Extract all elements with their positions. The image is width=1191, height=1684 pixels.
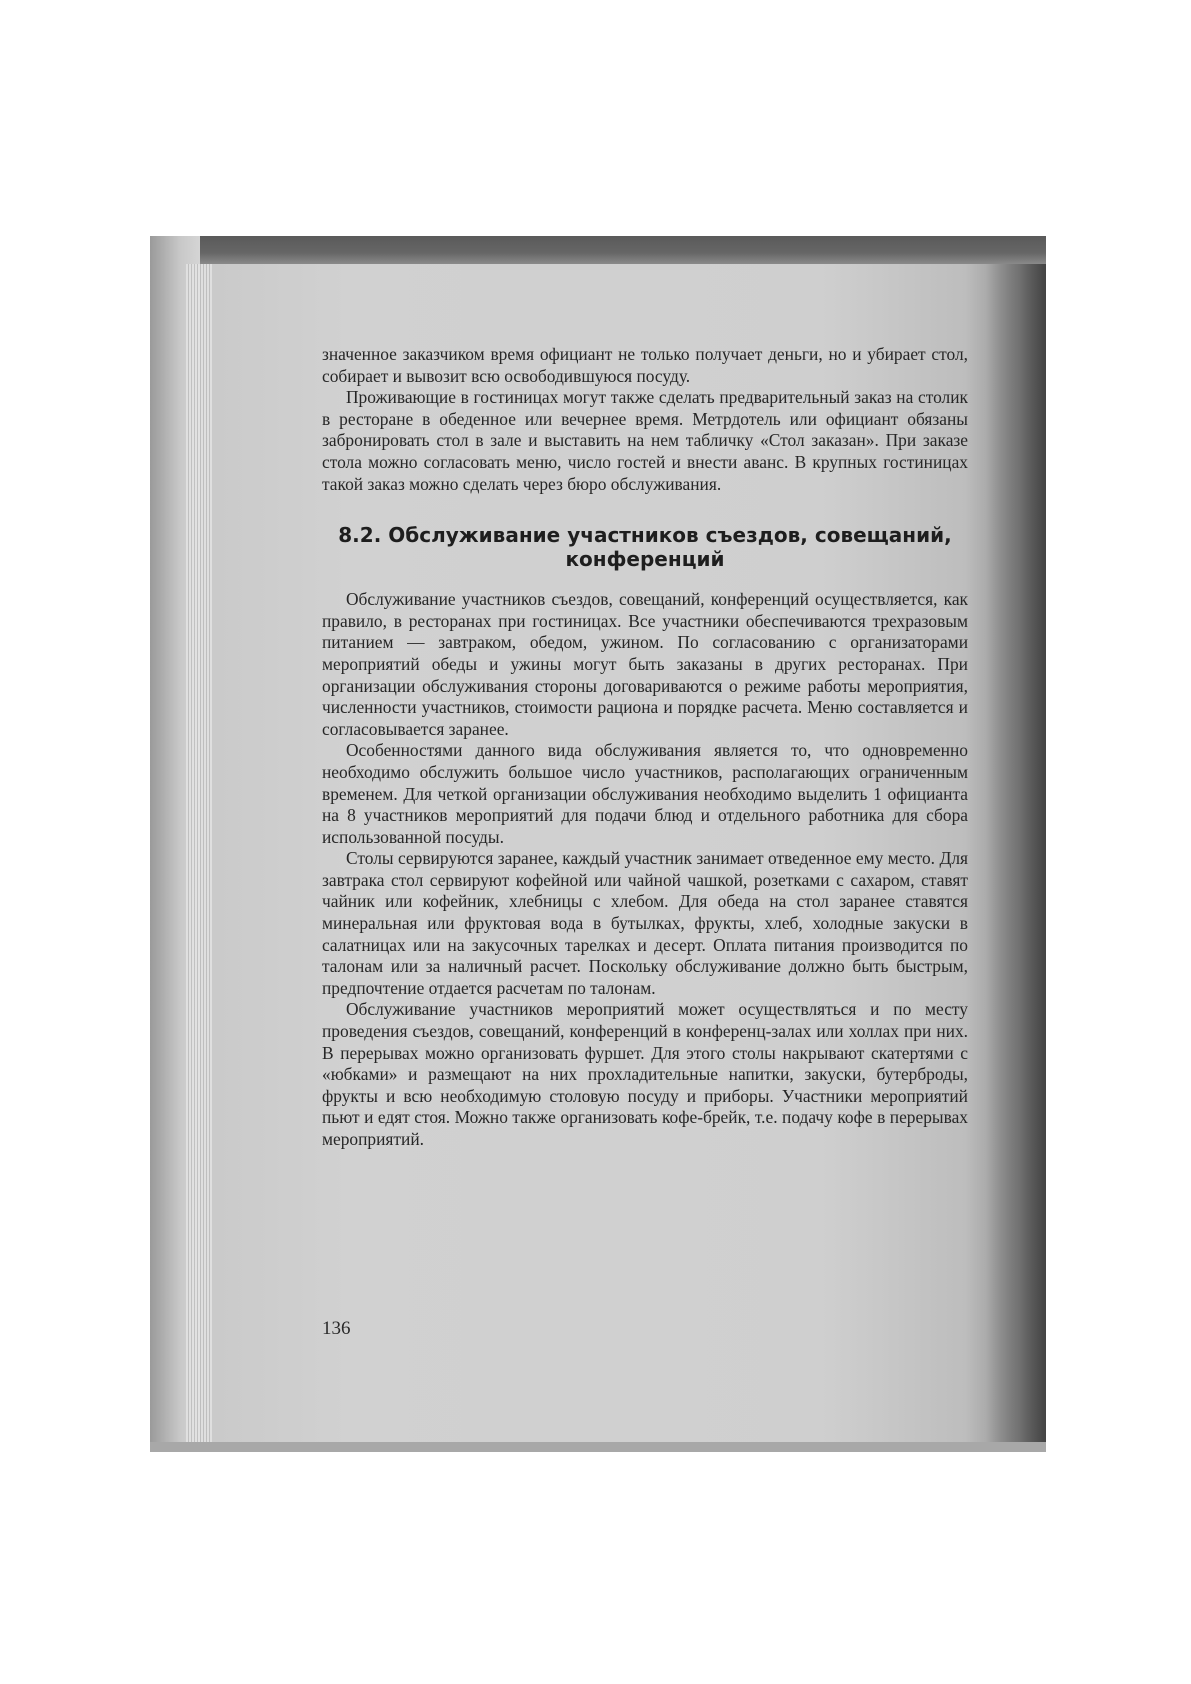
paragraph-1: Обслуживание участников съездов, совещаний, конференций осуществляется, как правило, в ресторанах при гостиницах. Все участники обеспечиваются трехразовым питанием — завтраком, обедом, ужином. По согласованию с организаторами мероприятий обеды и ужины могут быть заказаны в других ресторанах. При организации обслуживания стороны договариваются о режиме работы мероприятия, численности участников, стоимости рациона и порядке расчета. Меню составляется и согласовывается заранее. bbox=[322, 589, 968, 739]
scanned-book-page bbox=[150, 236, 1046, 1452]
section-heading-line-1: 8.2. Обслуживание участников съездов, совещаний, bbox=[338, 523, 952, 548]
paragraph-2: Особенностями данного вида обслуживания является то, что одновременно необходимо обслужить большое число участников, располагающих ограниченным временем. Для четкой организации обслуживания необходимо выделить 1 официанта на 8 участников мероприятий для подачи блюд и отдельного работника для сбора использованной посуды. bbox=[322, 740, 968, 847]
paragraph-3: Столы сервируются заранее, каждый участник занимает отведенное ему место. Для завтрака стол сервируют кофейной или чайной чашкой, розетками с сахаром, ставят чайник или кофейник, хлебницы с хлебом. Для обеда на стол заранее ставятся минеральная или фруктовая вода в бутылках, фрукты, хлеб, холодные закуски в салатницах или на закусочных тарелках и десерт. Оплата питания производится по талонам или за наличный расчет. Поскольку обслуживание должно быть быстрым, предпочтение отдается расчетам по талонам. bbox=[322, 848, 968, 998]
stacked-page-edges bbox=[186, 264, 212, 1452]
section-heading bbox=[322, 523, 968, 571]
paragraph-4: Обслуживание участников мероприятий может осуществляться и по месту проведения съездов, совещаний, конференций в конференц-залах или холлах при них. В перерывах можно организовать фуршет. Для этого столы накрывают скатертями с «юбками» и размещают на них прохладительные напитки, закуски, бутерброды, фрукты и всю необходимую столовую посуду и приборы. Участники мероприятий пьют и едят стоя. Можно также организовать кофе-брейк, т.е. подачу кофе в перерывах мероприятий. bbox=[322, 999, 968, 1149]
page-number: 136 bbox=[322, 1318, 351, 1339]
page-body bbox=[322, 344, 968, 1151]
section-heading-line-2: конференций bbox=[565, 547, 725, 572]
bottom-scan-edge bbox=[150, 1442, 1046, 1452]
top-scan-shadow bbox=[150, 236, 1046, 264]
intro-paragraph: значенное заказчиком время официант не только получает деньги, но и убирает стол, собирает и вывозит всю освободившуюся посуду. bbox=[322, 344, 968, 386]
binding-gutter-shadow bbox=[986, 264, 1046, 1452]
guests-reservation-paragraph: Проживающие в гостиницах могут также сделать предварительный заказ на столик в ресторане в обеденное или вечернее время. Метрдотель или официант обязаны забронировать стол в зале и выставить на нем табличку «Стол заказан». При заказе стола можно согласовать меню, число гостей и внести аванс. В крупных гостиницах такой заказ можно сделать через бюро обслуживания. bbox=[322, 387, 968, 494]
